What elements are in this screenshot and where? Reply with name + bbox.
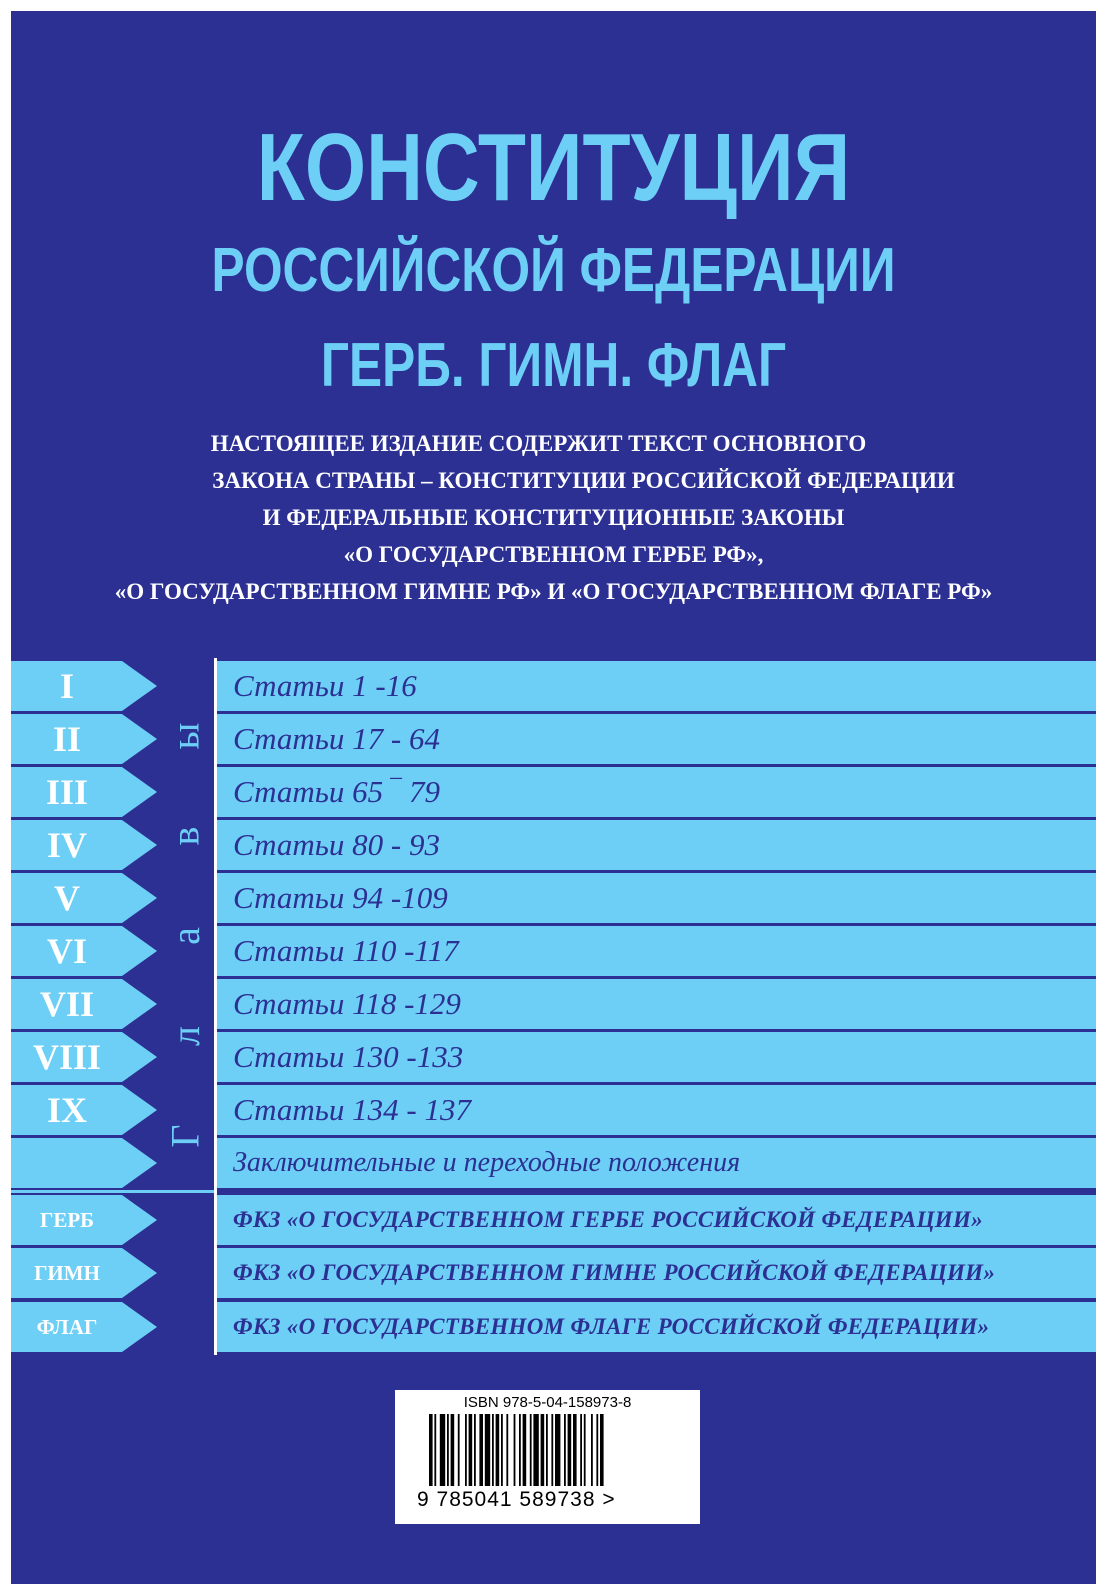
vertical-letter: в: [162, 826, 208, 846]
law-title: ФКЗ «О ГОСУДАРСТВЕННОМ ГЕРБЕ РОССИЙСКОЙ ФЕДЕРАЦИИ»: [233, 1207, 983, 1232]
law-row: [217, 1195, 1096, 1245]
vertical-letter: а: [162, 927, 208, 945]
vertical-letter: Г: [162, 1124, 208, 1148]
chapter-row: [217, 767, 1096, 817]
chapter-arrow-9: [11, 1085, 157, 1135]
chapter-arrow-6: [11, 926, 157, 976]
chapter-articles: Статьи 118 -129: [233, 986, 461, 1021]
isbn-number: ISBN 978-5-04-158973-8: [463, 1394, 632, 1411]
law-row: [217, 1302, 1096, 1352]
chapter-number: VII: [39, 984, 95, 1024]
chapter-arrow-2: [11, 714, 157, 764]
chapter-articles: Статьи 17 - 64: [233, 721, 440, 756]
chapter-number: VI: [46, 931, 87, 971]
barcode-icon: [429, 1414, 669, 1486]
law-title: ФКЗ «О ГОСУДАРСТВЕННОМ ГИМНЕ РОССИЙСКОЙ ФЕДЕРАЦИИ»: [233, 1260, 996, 1285]
chapter-articles: Статьи 134 - 137: [233, 1092, 471, 1127]
chapter-row: [217, 820, 1096, 870]
chapters-vertical-label: [157, 716, 214, 1156]
book-back-cover: [11, 11, 1096, 1584]
chapter-row-final: [217, 1138, 1096, 1188]
chapter-articles: Статьи 80 - 93: [233, 827, 440, 862]
chapter-articles: Заключительные и переходные положения: [233, 1147, 741, 1178]
description-line: И ФЕДЕРАЛЬНЫЕ КОНСТИТУЦИОННЫЕ ЗАКОНЫ: [262, 505, 845, 530]
vertical-letter: ы: [162, 722, 208, 750]
barcode-digits: 9 785041 589738 >: [417, 1488, 616, 1511]
chapter-arrow-4: [11, 820, 157, 870]
chapter-arrow-1: [11, 661, 157, 711]
chapter-number: II: [52, 719, 82, 759]
chapter-arrow-5: [11, 873, 157, 923]
chapter-number: VIII: [32, 1037, 102, 1077]
chapter-row: [217, 873, 1096, 923]
chapter-row: [217, 926, 1096, 976]
description: [11, 425, 1096, 610]
law-arrow-gimn: [11, 1248, 157, 1298]
chapter-arrow-3: [11, 767, 157, 817]
chapter-number: I: [59, 666, 74, 706]
table-of-contents: [11, 658, 1096, 1355]
description-line: «О ГОСУДАРСТВЕННОМ ГЕРБЕ РФ»,: [343, 542, 764, 567]
chapter-row: [217, 1032, 1096, 1082]
description-line: «О ГОСУДАРСТВЕННОМ ГИМНЕ РФ» И «О ГОСУДАРСТВЕННОМ ФЛАГЕ РФ»: [114, 579, 993, 604]
chapter-number: IV: [46, 825, 87, 865]
chapter-row: [217, 661, 1096, 711]
chapter-row: [217, 1085, 1096, 1135]
law-arrow-flag: [11, 1302, 157, 1352]
toc-labels-column: [11, 658, 214, 1355]
chapter-articles: Статьи 110 -117: [233, 933, 459, 968]
chapter-row: [217, 714, 1096, 764]
toc-entries-column: [217, 658, 1096, 1355]
law-label: ГИМН: [34, 1260, 100, 1285]
description-line: НАСТОЯЩЕЕ ИЗДАНИЕ СОДЕРЖИТ ТЕКСТ ОСНОВНОГО: [210, 431, 867, 456]
chapter-arrow-final: [11, 1138, 157, 1188]
chapter-number: [11, 1138, 123, 1188]
law-row: [217, 1248, 1096, 1298]
law-arrow-gerb: [11, 1195, 157, 1245]
isbn-barcode-box: [395, 1390, 700, 1524]
chapter-articles: Статьи 94 -109: [233, 880, 448, 915]
vertical-letter: л: [162, 1026, 208, 1046]
chapter-articles: Статьи 65 ‾ 79: [233, 774, 440, 809]
chapter-articles: Статьи 1 -16: [233, 668, 417, 703]
chapter-number: III: [45, 772, 89, 812]
law-label: ФЛАГ: [36, 1314, 98, 1339]
law-label: ГЕРБ: [39, 1207, 95, 1232]
title-subtitle: РОССИЙСКОЙ ФЕДЕРАЦИИ: [211, 236, 896, 305]
law-title: ФКЗ «О ГОСУДАРСТВЕННОМ ФЛАГЕ РОССИЙСКОЙ ФЕДЕРАЦИИ»: [233, 1314, 990, 1339]
title-symbols: ГЕРБ. ГИМН. ФЛАГ: [320, 331, 787, 400]
description-line: ЗАКОНА СТРАНЫ – КОНСТИТУЦИИ РОССИЙСКОЙ ФЕДЕРАЦИИ: [212, 468, 955, 493]
title-main: КОНСТИТУЦИЯ: [256, 114, 851, 221]
chapter-number: IX: [46, 1090, 87, 1130]
chapter-arrow-8: [11, 1032, 157, 1082]
chapter-articles: Статьи 130 -133: [233, 1039, 464, 1074]
chapter-arrow-7: [11, 979, 157, 1029]
chapter-row: [217, 979, 1096, 1029]
chapter-number: V: [54, 878, 80, 918]
section-divider: [11, 1190, 214, 1193]
